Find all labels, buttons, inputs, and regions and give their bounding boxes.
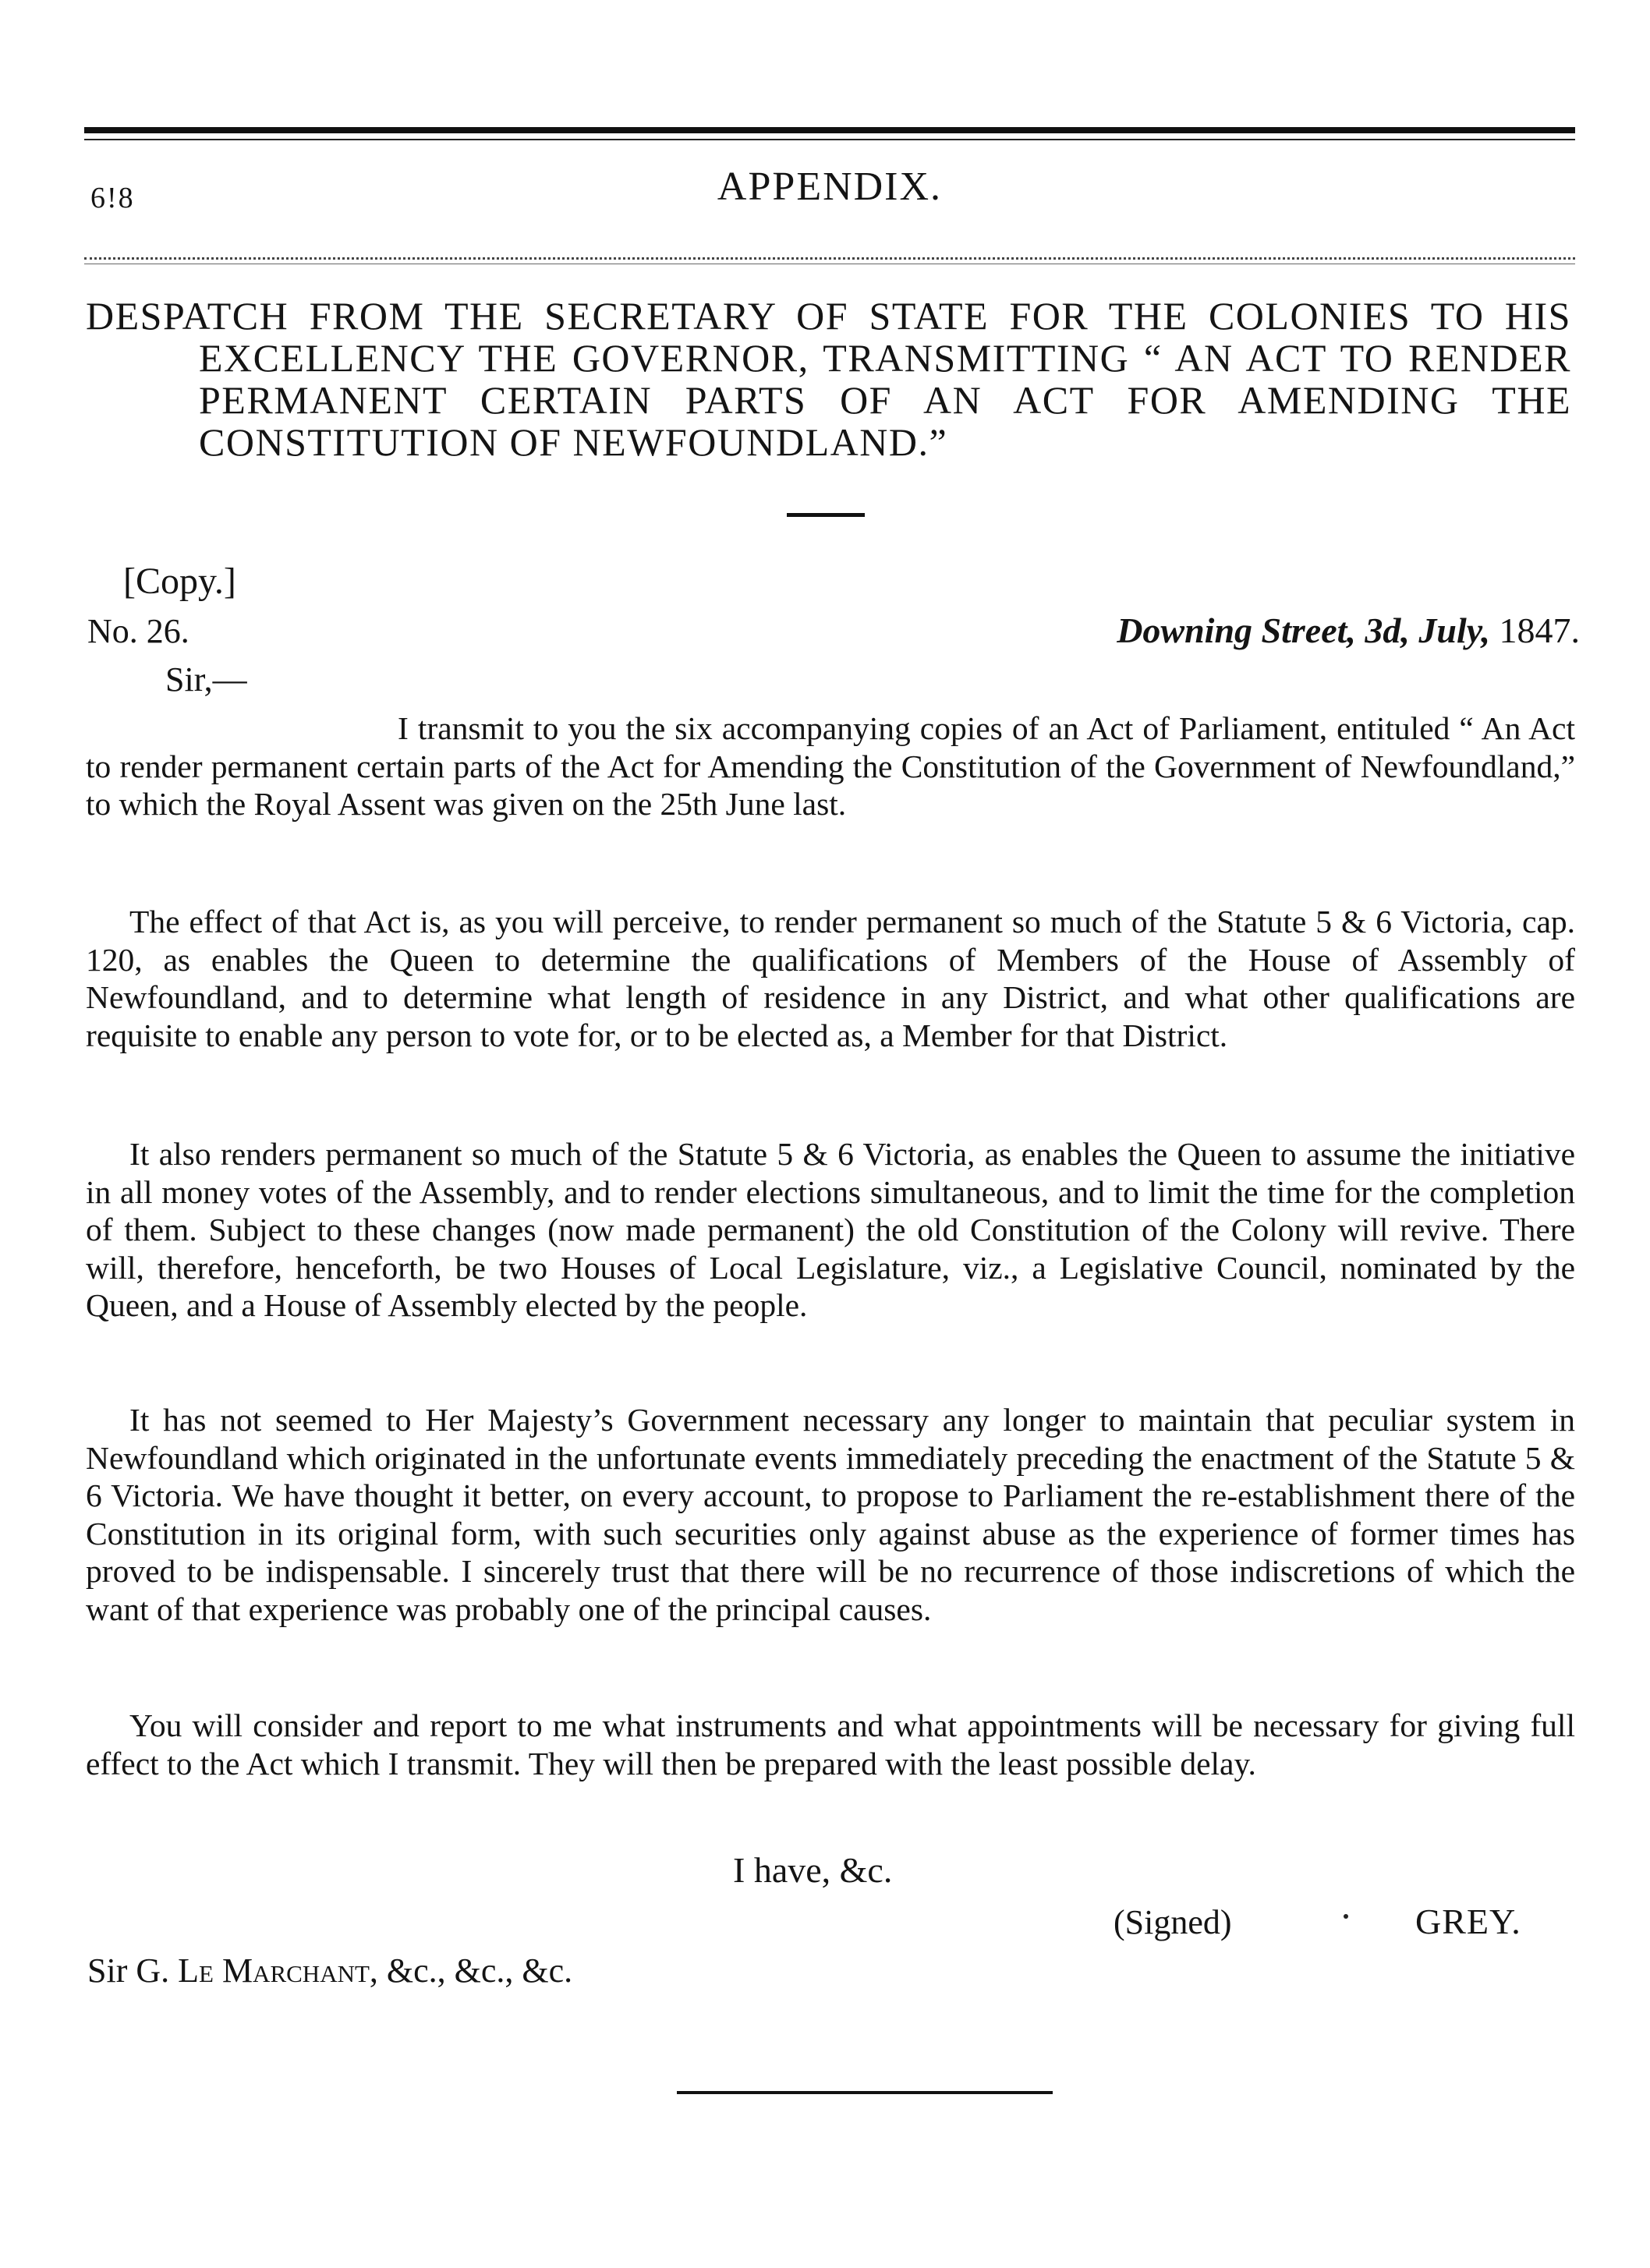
end-rule [677, 2091, 1053, 2094]
title-separator-rule [787, 513, 865, 517]
copy-label: [Copy.] [123, 561, 236, 602]
closing-formula: I have, &c. [733, 1850, 893, 1890]
paragraph-5: You will consider and report to me what instruments and what appointments will be necessary for giving full effect to the Act which I transmit. They will then be prepared with the least possible delay. [86, 1707, 1575, 1781]
addressee-suffix: &c., &c., &c. [386, 1951, 573, 1990]
date-year: 1847. [1499, 610, 1580, 650]
signatory: GREY. [1415, 1902, 1521, 1941]
running-head: APPENDIX. [717, 165, 943, 209]
page-number: 6!8 [90, 182, 135, 214]
stray-mark [1344, 1914, 1348, 1919]
salutation: Sir,— [165, 660, 247, 699]
addressee-prefix: Sir G. [87, 1951, 170, 1990]
paragraph-2: The effect of that Act is, as you will perceive, to render permanent so much of the Statute 5 & 6 Victoria, cap. 120, as enables the Queen to determine the qualifications of Members of the House of Assembly of Newfoundland, and to determine what length of residence in any District, and what other qualifications are requisite to enable any person to vote for, or to be elected as, a Member for that District. [86, 904, 1575, 1053]
place-date-text: Downing Street, 3d, July, [1117, 610, 1490, 650]
header-dotted-rule [84, 257, 1575, 260]
paragraph-4: It has not seemed to Her Majesty’s Government necessary any longer to maintain that peculiar system in Newfoundland which originated in the unfortunate events immediately preceding the enactment of the Statute 5 & 6 Victoria. We have thought it better, on every account, to propose to Parliament the re-establishment there of the Constitution in its original form, with such securities only against abuse as the experience of former times has proved to be indispensable. I sincerely trust that there will be no recurrence of those indiscretions of which the want of that experience was probably one of the principal causes. [86, 1402, 1575, 1627]
addressee-name: Le Marchant, [178, 1951, 378, 1990]
paragraph-1: I transmit to you the six accompanying copies of an Act of Parliament, entituled “ An Act to render permanent certain parts of the Act for Amending the Constitution of the Government of Newfoundland,” to which the Royal Assent was given on the 25th June last. [86, 710, 1575, 822]
top-thin-rule [84, 139, 1575, 140]
top-thick-rule [84, 127, 1575, 133]
despatch-title: DESPATCH FROM THE SECRETARY OF STATE FOR THE COLONIES TO HIS EXCELLENCY THE GOVERNOR, TRANSMITTING “ AN ACT TO RENDER PERMANENT CERTAIN PARTS OF AN ACT FOR AMENDING THE CONSTITUTION OF NEWFOUNDLAND.” [86, 294, 1571, 464]
paragraph-3: It also renders permanent so much of the Statute 5 & 6 Victoria, as enables the Queen to assume the initiative in all money votes of the Assembly, and to render elections simultaneous, and to limit the time for the completion of them. Subject to these changes (now made permanent) the old Constitution of the Colony will revive. There will, therefore, henceforth, be two Houses of Local Legislature, viz., a Legislative Council, nominated by the Queen, and a House of Assembly elected by the people. [86, 1136, 1575, 1323]
signed-label: (Signed) [1114, 1903, 1232, 1941]
despatch-number: No. 26. [87, 612, 189, 650]
addressee [87, 1951, 572, 1990]
place-and-date [1117, 610, 1580, 651]
page-header [84, 164, 1575, 218]
